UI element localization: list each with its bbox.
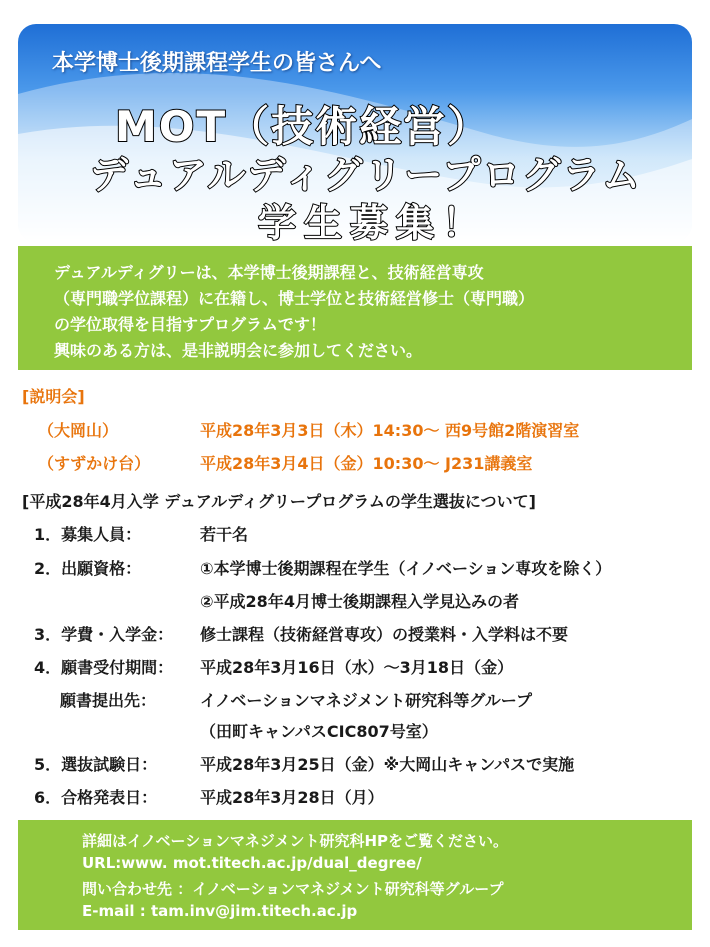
selection-value: 平成28年3月25日（金）※大岡山キャンパスで実施 [200,755,575,774]
footer-box [18,820,692,930]
selection-value: イノベーションマネジメント研究科等グループ [200,691,533,710]
intro-line: 興味のある方は、是非説明会に参加してください。 [54,341,423,360]
banner-title-line1: MOT（技術経営） [115,102,492,151]
banner-title-line2: デュアルディグリープログラム [90,153,643,197]
banner-subtitle: 本学博士後期課程学生の皆さんへ [52,51,382,76]
footer-url[interactable]: URL:www. mot.titech.ac.jp/dual_degree/ [82,854,422,872]
intro-line: デュアルディグリーは、本学博士後期課程と、技術経営専攻 [54,263,484,282]
selection-value: ①本学博士後期課程在学生（イノベーション専攻を除く） [200,559,612,578]
banner-title-line3: 学生募集！ [258,201,489,245]
selection-value: 平成28年3月28日（月） [200,788,384,807]
session-datetime: 平成28年3月3日（木）14:30〜 西9号館2階演習室 [200,421,580,440]
selection-value: 修士課程（技術経営専攻）の授業料・入学料は不要 [200,625,569,644]
selection-label: 2．出願資格： [34,559,142,578]
intro-line: の学位取得を目指すプログラムです！ [54,315,326,334]
selection-value: 平成28年3月16日（水）〜3月18日（金） [200,658,514,677]
selection-value: 若干名 [200,525,249,544]
selection-label: 5．選抜試験日： [34,755,158,774]
footer-email[interactable]: E-mail : tam.inv@jim.titech.ac.jp [82,902,358,920]
selection-label: 4．願書受付期間： [34,658,174,677]
footer-line: 問い合わせ先 ：イノベーションマネジメント研究科等グループ [82,880,504,898]
footer-line: 詳細はイノベーションマネジメント研究科HPをご覧ください。 [82,832,509,850]
selection-value: （田町キャンパスCIC807号室） [200,722,438,741]
selection-label: 1．募集人員： [34,525,142,544]
intro-box [18,246,692,370]
selection-label: 願書提出先： [60,691,157,710]
selection-heading: [平成28年4月入学 デュアルディグリープログラムの学生選抜について] [22,492,536,511]
session-campus: （大岡山） [38,421,119,440]
selection-label: 3．学費・入学金： [34,625,174,644]
intro-line: （専門職学位課程）に在籍し、博士学位と技術経営修士（専門職） [54,289,535,308]
selection-value: ②平成28年4月博士後期課程入学見込みの者 [200,592,519,611]
session-heading: [説明会] [22,387,85,406]
session-datetime: 平成28年3月4日（金）10:30〜 J231講義室 [200,454,533,473]
selection-label: 6．合格発表日： [34,788,158,807]
session-campus: （すずかけ台） [38,454,151,473]
